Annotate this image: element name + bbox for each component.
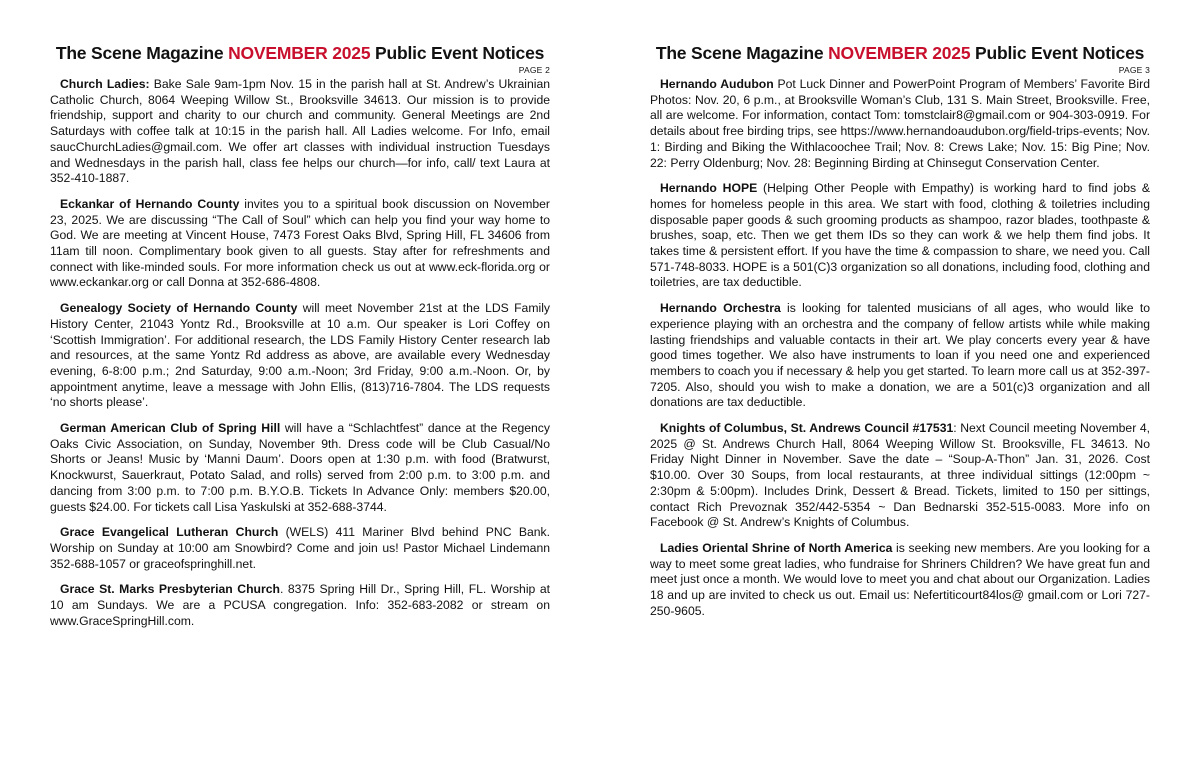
- title-month: NOVEMBER 2025: [828, 43, 971, 63]
- notice-grace-st-marks: [50, 582, 550, 629]
- notice-body: will meet November 21st at the LDS Family History Center, 21043 Yontz Rd., Brooksville at 10 a.m. Our speaker is Lori Coffey on ‘Scottish Immigration’. For additional research, the LDS Family History Center research lab and resources, at the same Yontz Rd address as above, are available every Wednesday evening, 6-8:00 p.m.; 2nd Saturday, 9:00 a.m.-Noon; 3rd Friday, 9:00 a.m.-Noon. Or, by appointment anytime, leave a message with John Ellis, (813)716-7804. The LDS requests ‘no shorts please’.: [50, 301, 550, 410]
- notice-org: Hernando Orchestra: [660, 301, 781, 316]
- notice-eckankar: [50, 197, 550, 291]
- title-prefix: The Scene Magazine: [655, 43, 829, 63]
- notice-org: Church Ladies:: [60, 77, 150, 91]
- page-left: [50, 0, 550, 640]
- notice-org: German American Club of Spring Hill: [60, 421, 281, 436]
- notice-german-american-club: [50, 421, 550, 515]
- title-suffix: Public Event Notices: [370, 43, 545, 63]
- title-suffix: Public Event Notices: [970, 43, 1145, 63]
- notice-body: Pot Luck Dinner and PowerPoint Program of Members’ Favorite Bird Photos: Nov. 20, 6 p.m., at Brooksville Woman’s Club, 131 S. Main Street, Brooksville. Free, all are welcome. For information, contact Tom: tomstclair8@gmail.com or 904-303-0919. For details about free birding trips, see https://www.hernandoaudubon.org/field-trips-events; Nov. 1: Birding and Biking the Withlacoochee Trail; Nov. 8: Crews Lake; Nov. 15: Big Pine; Nov. 22: Perry Oldenburg; Nov. 28: Beginning Birding at Chinsegut Conservation Center.: [650, 77, 1150, 170]
- page-title: [650, 42, 1150, 64]
- notice-body: is looking for talented musicians of all ages, who would like to experience playing with an orchestra and the company of fellow artists while while making lasting friendships and valuable contacts in their art. We play concerts every year & have good times together. We also have instruments to loan if you need one and experienced members to coach you if necessary & help you get started. To learn more call us at 352-397-7205. Also, should you wish to make a donation, we are a 501(c)3 organization and all donations are tax deductible.: [650, 301, 1150, 410]
- notice-body: Bake Sale 9am-1pm Nov. 15 in the parish hall at St. Andrew’s Ukrainian Catholic Church, 8064 Weeping Willow St., Brooksville 34613. Our mission is to provide friendship, support and charity to our church and community. General Meetings are 2nd Saturdays with coffee talk at 10:15 in the parish hall. All Ladies welcome. For Info, email saucChurchLadies@gmail.com. We offer art classes with individual instruction Tuesdays and Wednesdays in the parish hall, class fee helps our church—for info, call/ text Laura at 352-410-1887.: [50, 77, 551, 186]
- notice-org: Genealogy Society of Hernando County: [60, 301, 298, 316]
- notice-hernando-audubon: [650, 77, 1150, 171]
- notice-org: Hernando HOPE: [660, 181, 758, 196]
- notice-hernando-orchestra: [650, 301, 1150, 411]
- notice-org: Ladies Oriental Shrine of North America: [660, 540, 893, 555]
- page-number: PAGE 2: [518, 65, 550, 75]
- notice-org: Eckankar of Hernando County: [60, 196, 240, 211]
- notice-body: (WELS) 411 Mariner Blvd behind PNC Bank. Worship on Sunday at 10:00 am Snowbird? Come and join us! Pastor Michael Lindemann 352-688-1057 or graceofspringhill.net.: [50, 525, 550, 571]
- notice-org: Grace Evangelical Lutheran Church: [60, 525, 279, 540]
- notice-grace-lutheran: [50, 525, 550, 572]
- page-right: [650, 0, 1150, 630]
- notice-body: . 8375 Spring Hill Dr., Spring Hill, FL. Worship at 10 am Sundays. We are a PCUSA congregation. Info: 352-683-2082 or stream on www.GraceSpringHill.com.: [50, 582, 550, 628]
- notice-body: is seeking new members. Are you looking for a way to meet some great ladies, who fundraise for Shriners Children? We have great fun and meet just once a month. We would love to meet you and chat about our Organization. Ladies 18 and up are invited to check us out. Email us: Nefertiticourt84los@ gmail.com or Lori 727-250-9605.: [650, 540, 1150, 618]
- page-title: [50, 42, 550, 64]
- page-number: PAGE 3: [1118, 65, 1150, 75]
- notice-genealogy-society: [50, 301, 550, 411]
- notice-ladies-oriental-shrine: [650, 541, 1150, 620]
- title-month: NOVEMBER 2025: [228, 43, 371, 63]
- notice-hernando-hope: [650, 181, 1150, 291]
- notice-body: will have a “Schlachtfest” dance at the Regency Oaks Civic Association, on Sunday, November 9th. Dress code will be Club Casual/No Shorts or Jeans! Music by ‘Manni Daum’. Doors open at 1:30 p.m. with food (Bratwurst, Knockwurst, Sauerkraut, Potato Salad, and rolls) served from 2:00 p.m. to 3:00 p.m. and dancing from 3:00 p.m. to 7:00 p.m. B.Y.O.B. Tickets In Advance Only: members $20.00, guests $24.00. For tickets call Lisa Yaskulski at 352-688-3744.: [50, 421, 550, 514]
- notice-church-ladies: [50, 77, 550, 187]
- notice-org: Grace St. Marks Presbyterian Church: [60, 582, 280, 597]
- notice-org: Hernando Audubon: [660, 77, 774, 91]
- notice-body: (Helping Other People with Empathy) is working hard to find jobs & homes for homeless people in this area. We start with food, clothing & toiletries including disposable paper goods & such grooming products as shampoo, razor blades, toothpaste & brushes, soap, etc. Then we get them IDs so they can work & we help them find jobs. It takes time & persistent effort. If you have the time & compassion to share, we need you. Call 571-748-8033. HOPE is a 501(C)3 organization so all donations, including food, clothing and toiletries, are tax deductible.: [650, 181, 1150, 290]
- notice-body: : Next Council meeting November 4, 2025 @ St. Andrews Church Hall, 8064 Weeping Willow St. Brooksville, FL 34613. No Friday Night Dinner in November. Save the date – “Soup-A-Thon” Jan. 31, 2026. Cost $10.00. Over 30 Soups, from local restaurants, at three individual sittings (12:00pm ~ 2:30pm & 5:00pm). Includes Drink, Dessert & Bread. Tickets, limited to 150 per sittings, contact Rich Prevoznak 352/442-5354 ~ Dan Bednarski 352-515-0083. More info on Facebook @ St. Andrew’s Knights of Columbus.: [650, 421, 1151, 530]
- notice-body: invites you to a spiritual book discussion on November 23, 2025. We are discussing “The Call of Soul” which can help you find your way home to God. We are meeting at Vincent House, 7473 Forest Oaks Blvd, Spring Hill, FL 34606 from 11am till noon. Complimentary book given to all guests. Stay after for refreshments and connect with like-minded souls. For more information check us out at www.eck-florida.org or www.eckankar.org or call Donna at 352-686-4808.: [50, 196, 550, 290]
- notice-org: Knights of Columbus, St. Andrews Council #17531: [660, 421, 954, 436]
- notice-knights-of-columbus: [650, 421, 1150, 531]
- title-prefix: The Scene Magazine: [55, 43, 229, 63]
